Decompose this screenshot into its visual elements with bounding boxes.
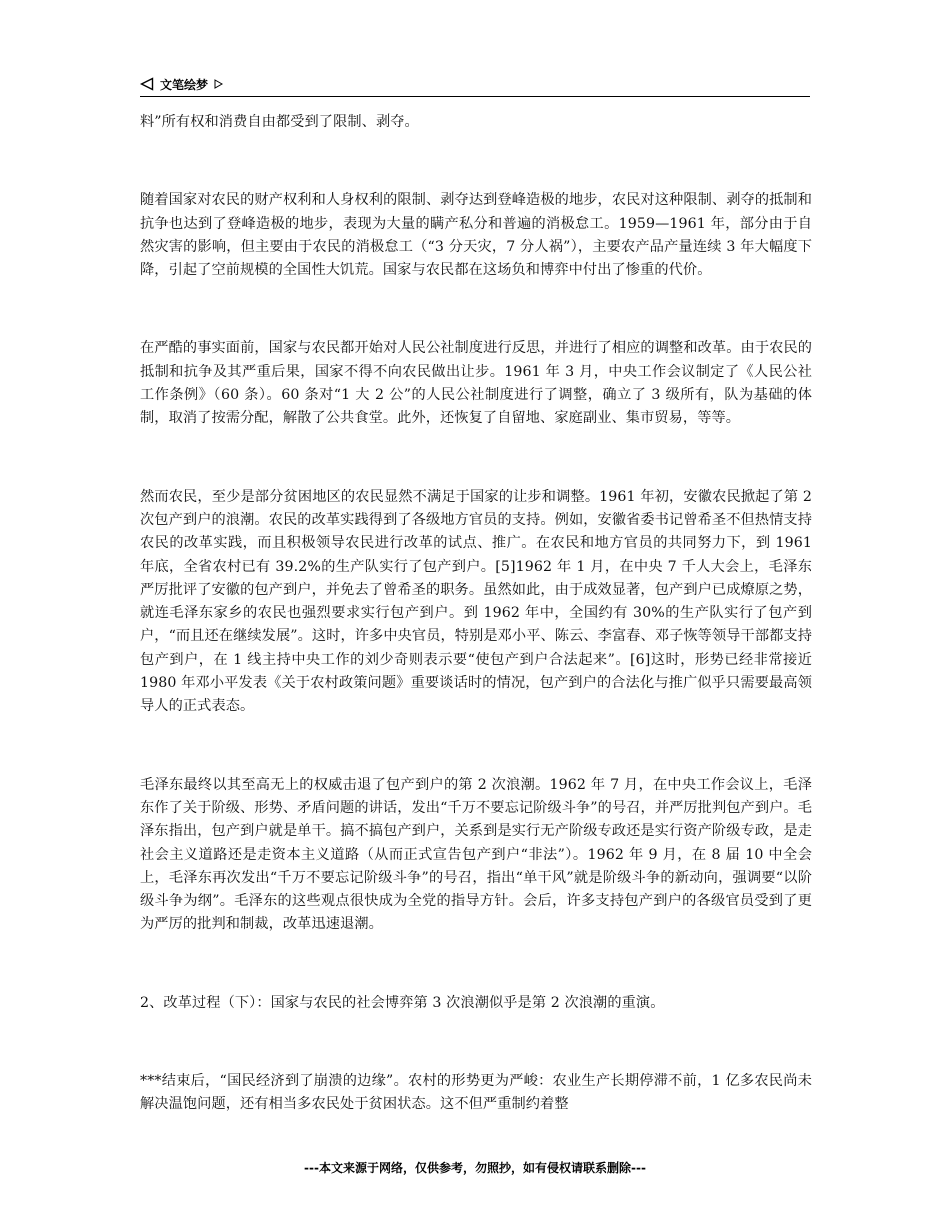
paragraph-4: 然而农民，至少是部分贫困地区的农民显然不满足于国家的让步和调整。1961 年初，安徽农民掀起了第 2 次包产到户的浪潮。农民的改革实践得到了各级地方官员的支持。例如，安徽省委书记曾希圣不但热情支持农民的改革实践，而且积极领导农民进行改革的试点、推广。在农民和地方官员的共同努力下，到 1961 年底，全省农村已有 39.2%的生产队实行了包产到户。[5]1962 年 1 月，在中央 7 千人大会上，毛泽东严厉批评了安徽的包产到户，并免去了曾希圣的职务。虽然如此，由于成效显著，包产到户已成燎原之势，就连毛泽东家乡的农民也强烈要求实行包产到户。到 1962 年中，全国约有 30%的生产队实行了包产到户，“而且还在继续发展”。这时，许多中央官员，特别是邓小平、陈云、李富春、邓子恢等领导干部都支持包产到户，在 1 线主持中央工作的刘少奇则表示要“使包产到户合法起来”。[6]这时，形势已经非常接近 1980 年邓小平发表《关于农村政策问题》重要谈话时的情况，包产到户的合法化与推广似乎只需要最高领导人的正式表态。: [140, 488, 817, 715]
triangle-right-small-icon: [214, 79, 223, 89]
document-body: [140, 111, 817, 1117]
triangle-left-outline-icon: [140, 77, 154, 91]
section-heading: 2、改革过程（下）：国家与农民的社会博弈第 3 次浪潮似乎是第 2 次浪潮的重演。: [140, 994, 665, 1011]
paragraph-3: 在严酷的事实面前，国家与农民都开始对人民公社制度进行反思，并进行了相应的调整和改革。由于农民的抵制和抗争及其严重后果，国家不得不向农民做出让步。1961 年 3 月，中央工作会议制定了《人民公社工作条例》（60 条）。60 条对“1 大 2 公”的人民公社制度进行了调整，确立了 3 级所有，队为基础的体制，取消了按需分配，解散了公共食堂。此外，还恢复了自留地、家庭副业、集市贸易，等等。: [140, 340, 812, 427]
footer-disclaimer: ---本文来源于网络，仅供参考，勿照抄，如有侵权请联系删除---: [304, 1161, 646, 1175]
header-title: 文笔绘梦: [160, 77, 209, 92]
paragraph-1: 料”所有权和消费自由都受到了限制、剥夺。: [140, 114, 419, 130]
paragraph-6: ***结束后，“国民经济到了崩溃的边缘”。农村的形势更为严峻：农业生产长期停滞不前，1 亿多农民尚未解决温饱问题，还有相当多农民处于贫困状态。这不但严重制约着整: [140, 1073, 812, 1113]
paragraph-2: 随着国家对农民的财产权利和人身权利的限制、剥夺达到登峰造极的地步，农民对这种限制、剥夺的抵制和抗争也达到了登峰造极的地步，表现为大量的瞒产私分和普遍的消极怠工。1959—1961 年，部分由于自然灾害的影响，但主要由于农民的消极怠工（“3 分天灾，7 分人祸”），主要农产品产量连续 3 年大幅度下降，引起了空前规模的全国性大饥荒。国家与农民都在这场负和博弈中付出了惨重的代价。: [140, 192, 812, 279]
paragraph-5: 毛泽东最终以其至高无上的权威击退了包产到户的第 2 次浪潮。1962 年 7 月，在中央工作会议上，毛泽东作了关于阶级、形势、矛盾问题的讲话，发出“千万不要忘记阶级斗争”的号召，并严厉批判包产到户。毛泽东指出，包产到户就是单干。搞不搞包产到户，关系到是实行无产阶级专政还是实行资产阶级专政，是走社会主义道路还是走资本主义道路（从而正式宣告包产到户“非法”）。1962 年 9 月，在 8 届 10 中全会上，毛泽东再次发出“千万不要忘记阶级斗争”的号召，指出“单干风”就是阶级斗争的新动向，强调要“以阶级斗争为纲”。毛泽东的这些观点很快成为全党的指导方针。会后，许多支持包产到户的各级官员受到了更为严厉的批判和制裁，改革迅速退潮。: [140, 776, 812, 933]
page-header: [140, 72, 810, 97]
